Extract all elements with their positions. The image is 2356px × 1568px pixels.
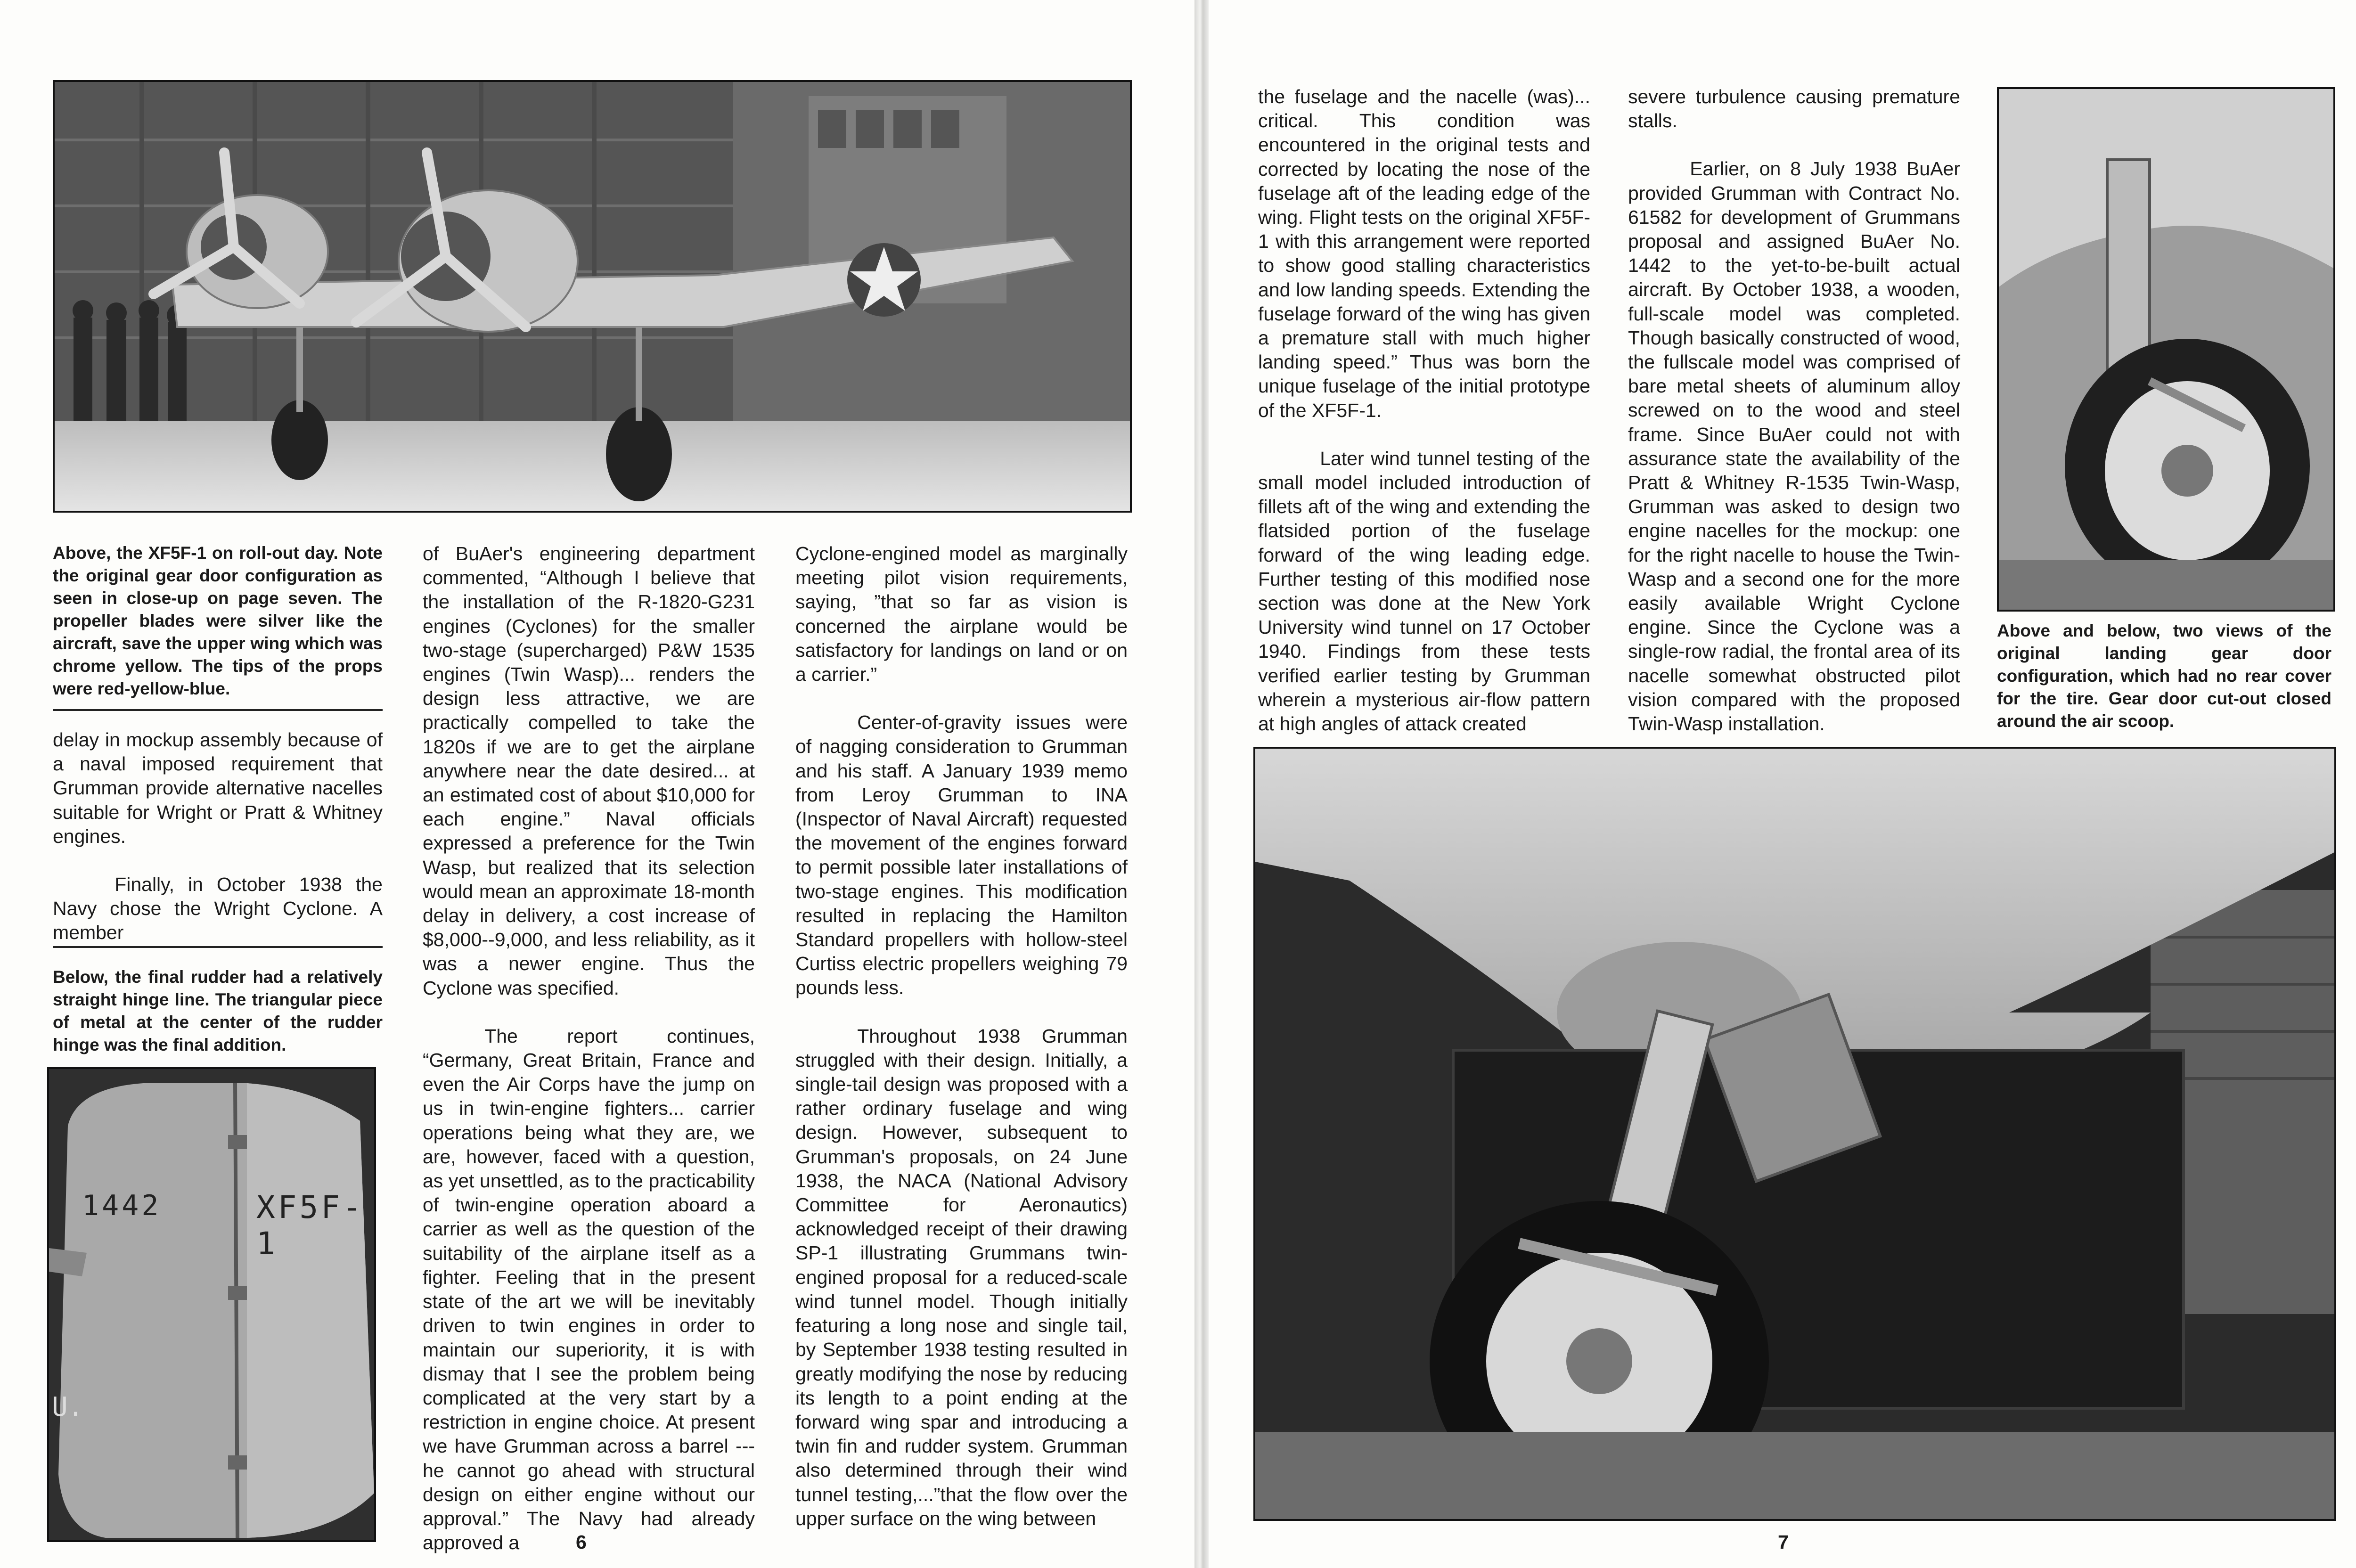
paragraph: Earlier, on 8 July 1938 BuAer provided Grumman with Contract No. 61582 for development of Grummans proposal and assigned BuAer No. 1442 to the yet-to-be-built actual aircraft. By October 1938, a wooden, full-scale model was completed. Though basically constructed of wood, the fullscale model was comprised of bare metal sheets of aluminum alloy screwed on to the wood and steel frame. Since BuAer could not with assurance state the availability of the Pratt & Whitney R-1535 Twin-Wasp, Grumman was asked to design two engine nacelles for the mockup: one for the right nacelle to house the Twin-Wasp and a second one for the more easily available Wright Cyclone engine. Since the Cyclone was a single-row radial, the frontal area of its nacelle somewhat obstructed pilot vision compared with the proposed Twin-Wasp installation. [1628,158,1960,735]
rudder-fragment-text: U. [52,1392,84,1422]
book-spine [1194,0,1209,1568]
caption-rudder: Below, the final rudder had a relatively straight hinge line. The triangular piece of metal at the center of the rudder hinge was the final addition. [53,967,383,1054]
paragraph: severe turbulence causing premature stalls. [1628,86,1960,132]
caption-divider [53,946,383,948]
aircraft-rollout-photo [53,80,1132,513]
paragraph: Throughout 1938 Grumman struggled with their design. Initially, a single-tail design was proposed with a rather ordinary fuselage and wing design. However, subsequent to Grumman's proposals, on 24 June 1938, the NACA (National Advisory Committee for Aeronautics) acknowledged receipt of their drawing SP-1 illustrating Grummans twin-engined proposal for a reduced-scale wind tunnel model. Though initially featuring a long nose and single tail, by September 1938 testing resulted in greatly modifying the nose by reducing its length to a point ending at the forward wing spar and introducing a twin fin and rudder system. Grumman also determined through their wind tunnel testing,...”that the flow over the upper surface on the wing between [795,1025,1128,1529]
right-column-1 [1258,85,1590,736]
caption-divider [53,709,383,711]
aircraft-rollout-illustration [55,82,1130,511]
rudder-illustration [49,1069,374,1540]
page-number-6: 6 [576,1531,587,1553]
caption-rollout: Above, the XF5F-1 on roll-out day. Note the original gear door configuration as seen in close-up on page seven. The propeller blades were silver like the aircraft, save the upper wing which was chrome yellow. The tips of the props were red-yellow-blue. [53,543,383,698]
page-number-7: 7 [1778,1531,1789,1553]
paragraph: of BuAer's engineering department commented, “Although I believe that the installation of the R-1820-G231 engines (Cyclones) for the smaller two-stage (supercharged) P&W 1535 engines (Twin Wasp)... renders the design less attractive, we are practically compelled to take the 1820s if we are to get the airplane anywhere near the date desired... at an estimated cost of about $10,000 for each engine.” Naval officials expressed a preference for the Twin Wasp, but realized that its selection would mean an approximate 18-month delay in delivery, a cost increase of $8,000--9,000, and less reliability, as it was a newer engine. Thus the Cyclone was specified. [423,543,755,999]
left-column-2 [423,542,755,1555]
caption-landing-gear: Above and below, two views of the original landing gear door configuration, which had no rear cover for the tire. Gear door cut-out closed around the air scoop. [1997,621,2331,731]
paragraph: The report continues, “Germany, Great Britain, France and even the Air Corps have the jump on us in twin-engine fighters... carrier operations being what they are, we are, however, faced with a question, as yet unsettled, as to the practicability of twin-engine operation aboard a carrier as well as the question of the suitability of the airplane itself as a fighter. Feeling that in the present state of the art we will be inevitably driven to twin engines in order to maintain our superiority, it is with dismay that I see the problem being complicated at the very start by a restriction in engine choice. At present we have Grumman across a barrel --- he cannot go ahead with structural design on either engine without our approval.” The Navy had already approved a [423,1025,755,1554]
landing-gear-closeup-photo [1997,87,2335,612]
paragraph: Finally, in October 1938 the Navy chose the Wright Cyclone. A member [53,874,383,944]
paragraph: Center-of-gravity issues were of nagging consideration to Grumman and his staff. A January 1939 memo from Leroy Grumman to INA (Inspector of Naval Aircraft) requested the movement of the engines forward to permit possible later installations of two-stage engines. This modification resulted in replacing the Hamilton Standard propellers with hollow-steel Curtiss electric propellers weighing 79 pounds less. [795,711,1128,999]
landing-gear-closeup-illustration [1999,89,2333,610]
paragraph: the fuselage and the nacelle (was)... critical. This condition was encountered in the original tests and corrected by locating the nose of the fuselage aft of the leading edge of the wing. Flight tests on the original XF5F-1 with this arrangement were reported to show good stalling characteristics and low landing speeds. Extending the fuselage forward of the wing has given a premature stall with much higher landing speed.” Thus was born the unique fuselage of the initial prototype of the XF5F-1. [1258,86,1590,421]
rudder-designation-text: XF5F-1 [256,1189,364,1262]
landing-gear-main-photo [1253,747,2336,1521]
paragraph: Later wind tunnel testing of the small model included introduction of fillets aft of the wing and extending the flatsided portion of the fuselage forward of the wing leading edge. Further testing of this modified nose section was done at the New York University wind tunnel on 17 October 1940. Findings from these tests verified earlier testing by Grumman wherein a mysterious air-flow pattern at high angles of attack created [1258,447,1590,735]
left-column-3 [795,542,1128,1531]
paragraph: Cyclone-engined model as marginally meeting pilot vision requirements, saying, ”that so far as vision is concerned the airplane would be satisfactory for landings on land or on a carrier.” [795,543,1128,686]
paragraph: delay in mockup assembly because of a naval imposed requirement that Grumman provide alternative nacelles suitable for Wright or Pratt & Whitney engines. [53,729,383,847]
rudder-serial-text: 1442 [82,1189,162,1222]
right-page [1209,0,2356,1568]
right-column-2 [1628,85,1960,736]
left-column-1 [53,728,383,945]
landing-gear-main-illustration [1255,749,2334,1519]
rudder-photo [47,1067,376,1542]
